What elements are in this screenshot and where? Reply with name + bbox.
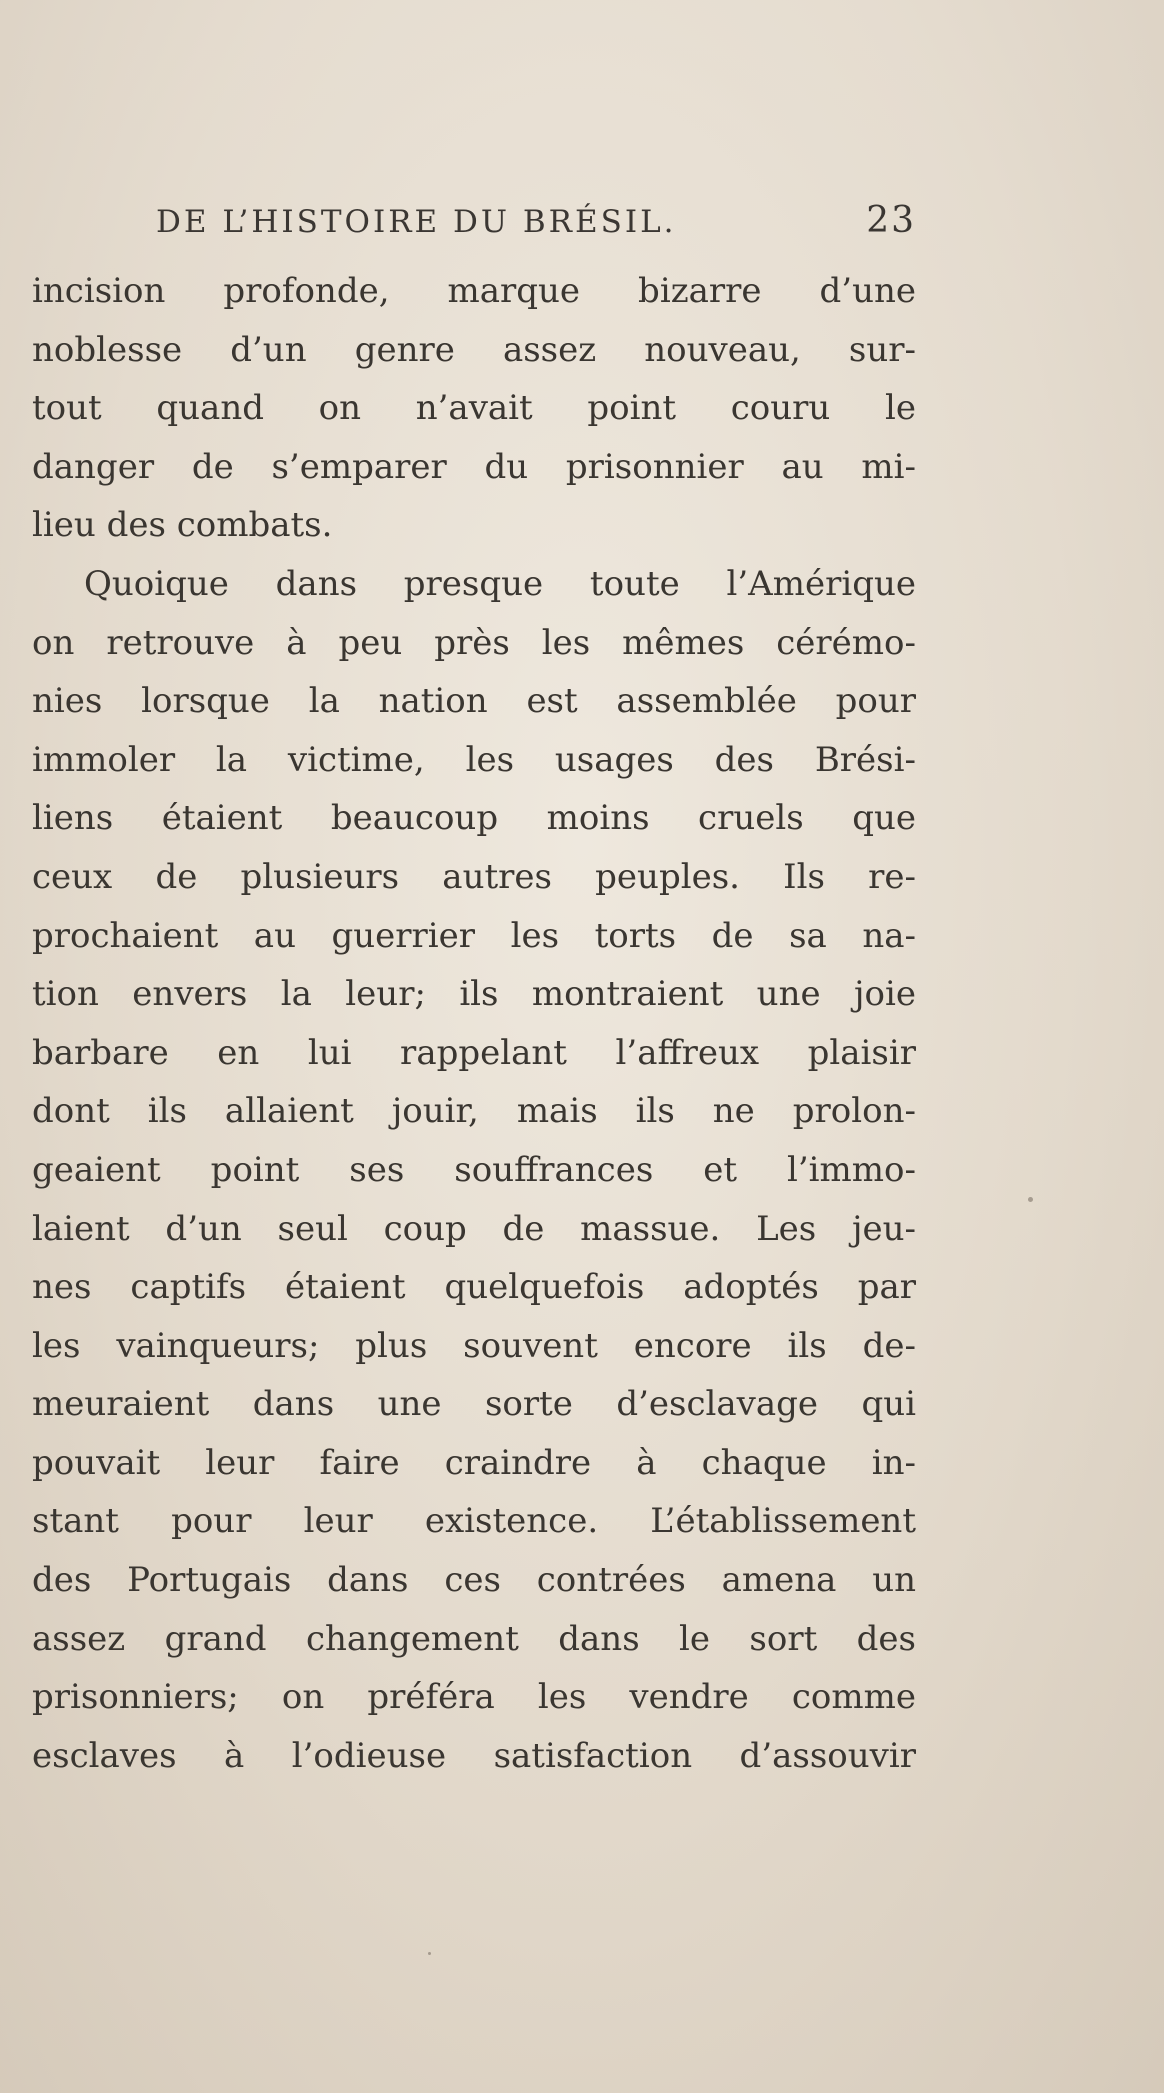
text-line: on retrouve à peu près les mêmes cérémo- [32,622,916,663]
body-text [32,262,916,1785]
text-line: ceux de plusieurs autres peuples. Ils re- [32,856,916,897]
text-line: Quoique dans presque toute l’Amérique [84,563,916,604]
paper-speck [428,1952,431,1955]
text-line: les vainqueurs; plus souvent encore ils de- [32,1325,916,1366]
text-line: lieu des combats. [32,505,333,546]
running-title: DE L’HISTOIRE DU BRÉSIL. [156,204,677,240]
text-line: tout quand on n’avait point couru le [32,388,916,429]
page-header [156,198,916,250]
text-line: prisonniers; on préféra les vendre comme [32,1677,916,1718]
paper-speck [1028,1197,1033,1202]
text-line: laient d’un seul coup de massue. Les jeu- [32,1208,916,1249]
text-line: danger de s’emparer du prisonnier au mi- [32,446,916,487]
text-line: liens étaient beaucoup moins cruels que [32,798,916,839]
text-line: incision profonde, marque bizarre d’une [32,271,916,311]
text-line: des Portugais dans ces contrées amena un [32,1560,916,1601]
text-line: nies lorsque la nation est assemblée pour [32,681,916,722]
text-line: noblesse d’un genre assez nouveau, sur- [32,329,916,370]
text-line: nes captifs étaient quelquefois adoptés par [32,1267,916,1308]
text-line: immoler la victime, les usages des Brési- [32,739,916,780]
text-line: prochaient au guerrier les torts de sa na- [32,915,916,956]
text-line: meuraient dans une sorte d’esclavage qui [32,1384,916,1425]
text-line: stant pour leur existence. L’établissement [32,1501,916,1542]
text-line: dont ils allaient jouir, mais ils ne prolon- [32,1091,916,1132]
text-line: geaient point ses souffrances et l’immo- [32,1149,916,1190]
page-number: 23 [866,200,916,241]
text-line: assez grand changement dans le sort des [32,1618,916,1659]
text-line: tion envers la leur; ils montraient une joie [32,974,916,1015]
text-line: pouvait leur faire craindre à chaque in- [32,1442,916,1483]
text-line: esclaves à l’odieuse satisfaction d’assouvir [32,1735,916,1776]
text-line: barbare en lui rappelant l’affreux plaisir [32,1032,916,1073]
